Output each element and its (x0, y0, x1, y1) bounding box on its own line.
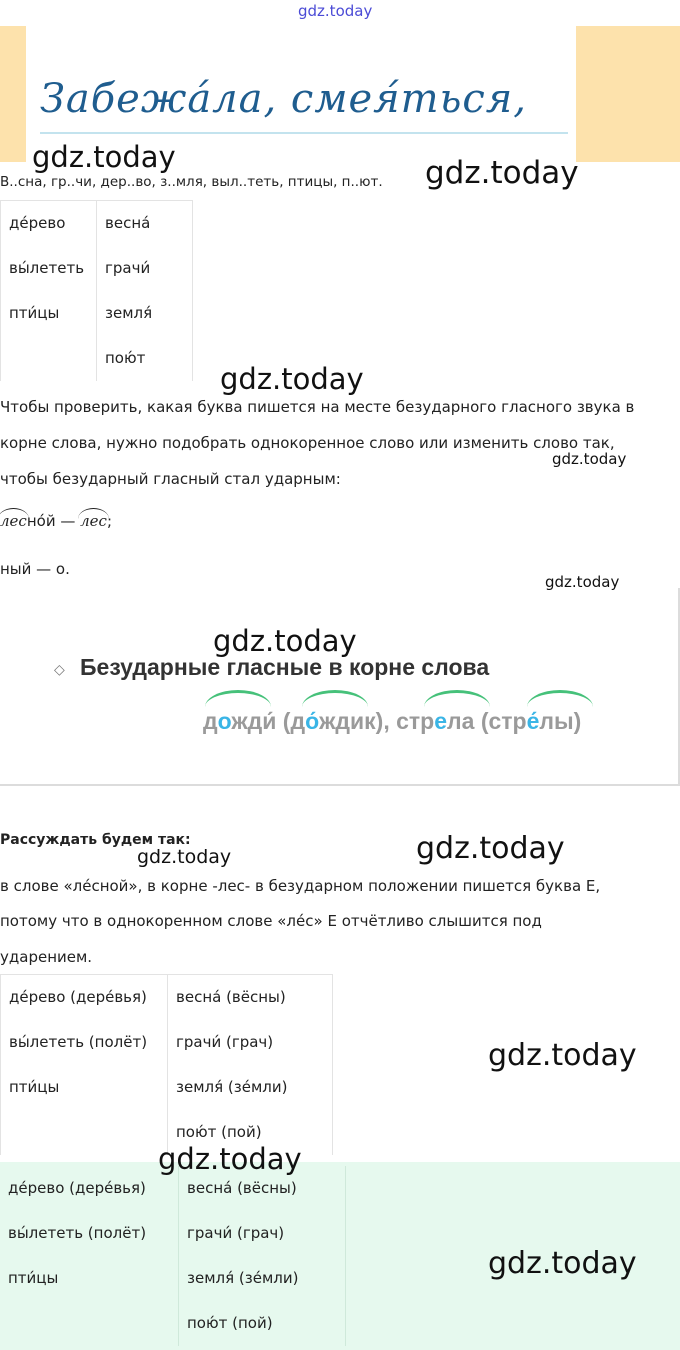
banner-right-block (576, 26, 680, 162)
table-row (0, 1301, 346, 1346)
watermark: gdz.today (137, 846, 232, 868)
table-cell: пою́т (пой) (168, 1110, 333, 1155)
reasoning-line: ударением. (0, 948, 93, 966)
table-row (1, 1065, 333, 1110)
table-row (1, 1020, 333, 1065)
banner-underline (40, 132, 568, 134)
rule-card-example: дожди́ (до́ждик), стрела (стре́лы) (203, 708, 582, 734)
table-cell: земля́ (97, 291, 193, 336)
table-cell: де́рево (дере́вья) (1, 975, 168, 1021)
table-cell: грачи́ (грач) (179, 1211, 346, 1256)
table-row (1, 246, 193, 291)
table-cell: весна́ (вёсны) (168, 975, 333, 1021)
watermark: gdz.today (552, 450, 627, 468)
answer-table (0, 974, 333, 1155)
table-row (1, 336, 193, 381)
reasoning-heading: Рассуждать будем так: (0, 832, 191, 848)
table-cell: пти́цы (1, 1065, 168, 1110)
table-cell (1, 336, 97, 381)
watermark: gdz.today (416, 831, 565, 866)
rule-text-line: чтобы безударный гласный стал ударным: (0, 470, 341, 488)
table-cell: весна́ (вёсны) (179, 1166, 346, 1211)
table-cell: грачи́ (грач) (168, 1020, 333, 1065)
table-cell: вы́лететь (1, 246, 97, 291)
watermark: gdz.today (220, 362, 364, 396)
table-cell: вы́лететь (полёт) (1, 1020, 168, 1065)
task-words: В..сна, гр..чи, дер..во, з..мля, выл..теть, птицы, п..ют. (0, 174, 383, 190)
table-cell (0, 1301, 179, 1346)
table-cell: грачи́ (97, 246, 193, 291)
watermark: gdz.today (425, 155, 579, 191)
table-cell: пти́цы (1, 291, 97, 336)
watermark-top: gdz.today (298, 2, 373, 20)
rule-card (0, 588, 680, 786)
rule-text-line: Чтобы проверить, какая буква пишется на месте безударного гласного звука в (0, 398, 635, 416)
table-cell: пти́цы (0, 1256, 179, 1301)
answer-table-highlighted (0, 1166, 346, 1346)
root-mark: лес (80, 512, 107, 530)
table-row (1, 291, 193, 336)
rule-card-title: Безударные гласные в корне слова (80, 654, 490, 680)
table-cell: пою́т (97, 336, 193, 381)
reasoning-line: в слове «ле́сной», в корне -лес- в безударном положении пишется буква Е, (0, 877, 601, 895)
watermark: gdz.today (545, 573, 620, 591)
reasoning-line: потому что в однокоренном слове «ле́с» Е отчётливо слышится под (0, 912, 542, 930)
table-cell: пою́т (пой) (179, 1301, 346, 1346)
table-cell: земля́ (зе́мли) (168, 1065, 333, 1110)
diamond-bullet-icon: ◇ (54, 662, 65, 678)
watermark: gdz.today (488, 1038, 637, 1073)
rule-text-line: корне слова, нужно подобрать однокоренное слово или изменить слово так, (0, 434, 615, 452)
words-table (0, 200, 193, 381)
table-row (1, 201, 193, 247)
example-part: ; (106, 512, 113, 530)
banner-script-text: Забежа́ла, смея́ться, (40, 76, 527, 122)
table-row (0, 1256, 346, 1301)
table-cell: де́рево (дере́вья) (0, 1166, 179, 1211)
table-row (0, 1166, 346, 1211)
watermark: gdz.today (158, 1142, 302, 1176)
table-cell: де́рево (1, 201, 97, 247)
ny-line: ный — о. (0, 560, 70, 578)
table-cell: земля́ (зе́мли) (179, 1256, 346, 1301)
watermark: gdz.today (213, 624, 357, 658)
example-line (0, 512, 112, 530)
watermark: gdz.today (32, 140, 176, 174)
table-cell: вы́лететь (полёт) (0, 1211, 179, 1256)
root-mark: лес (0, 512, 27, 530)
table-row (0, 1211, 346, 1256)
example-part: но́й — (26, 512, 81, 530)
banner-left-block (0, 26, 26, 162)
table-cell: весна́ (97, 201, 193, 247)
table-row (1, 975, 333, 1021)
watermark: gdz.today (488, 1246, 637, 1281)
table-cell (1, 1110, 168, 1155)
